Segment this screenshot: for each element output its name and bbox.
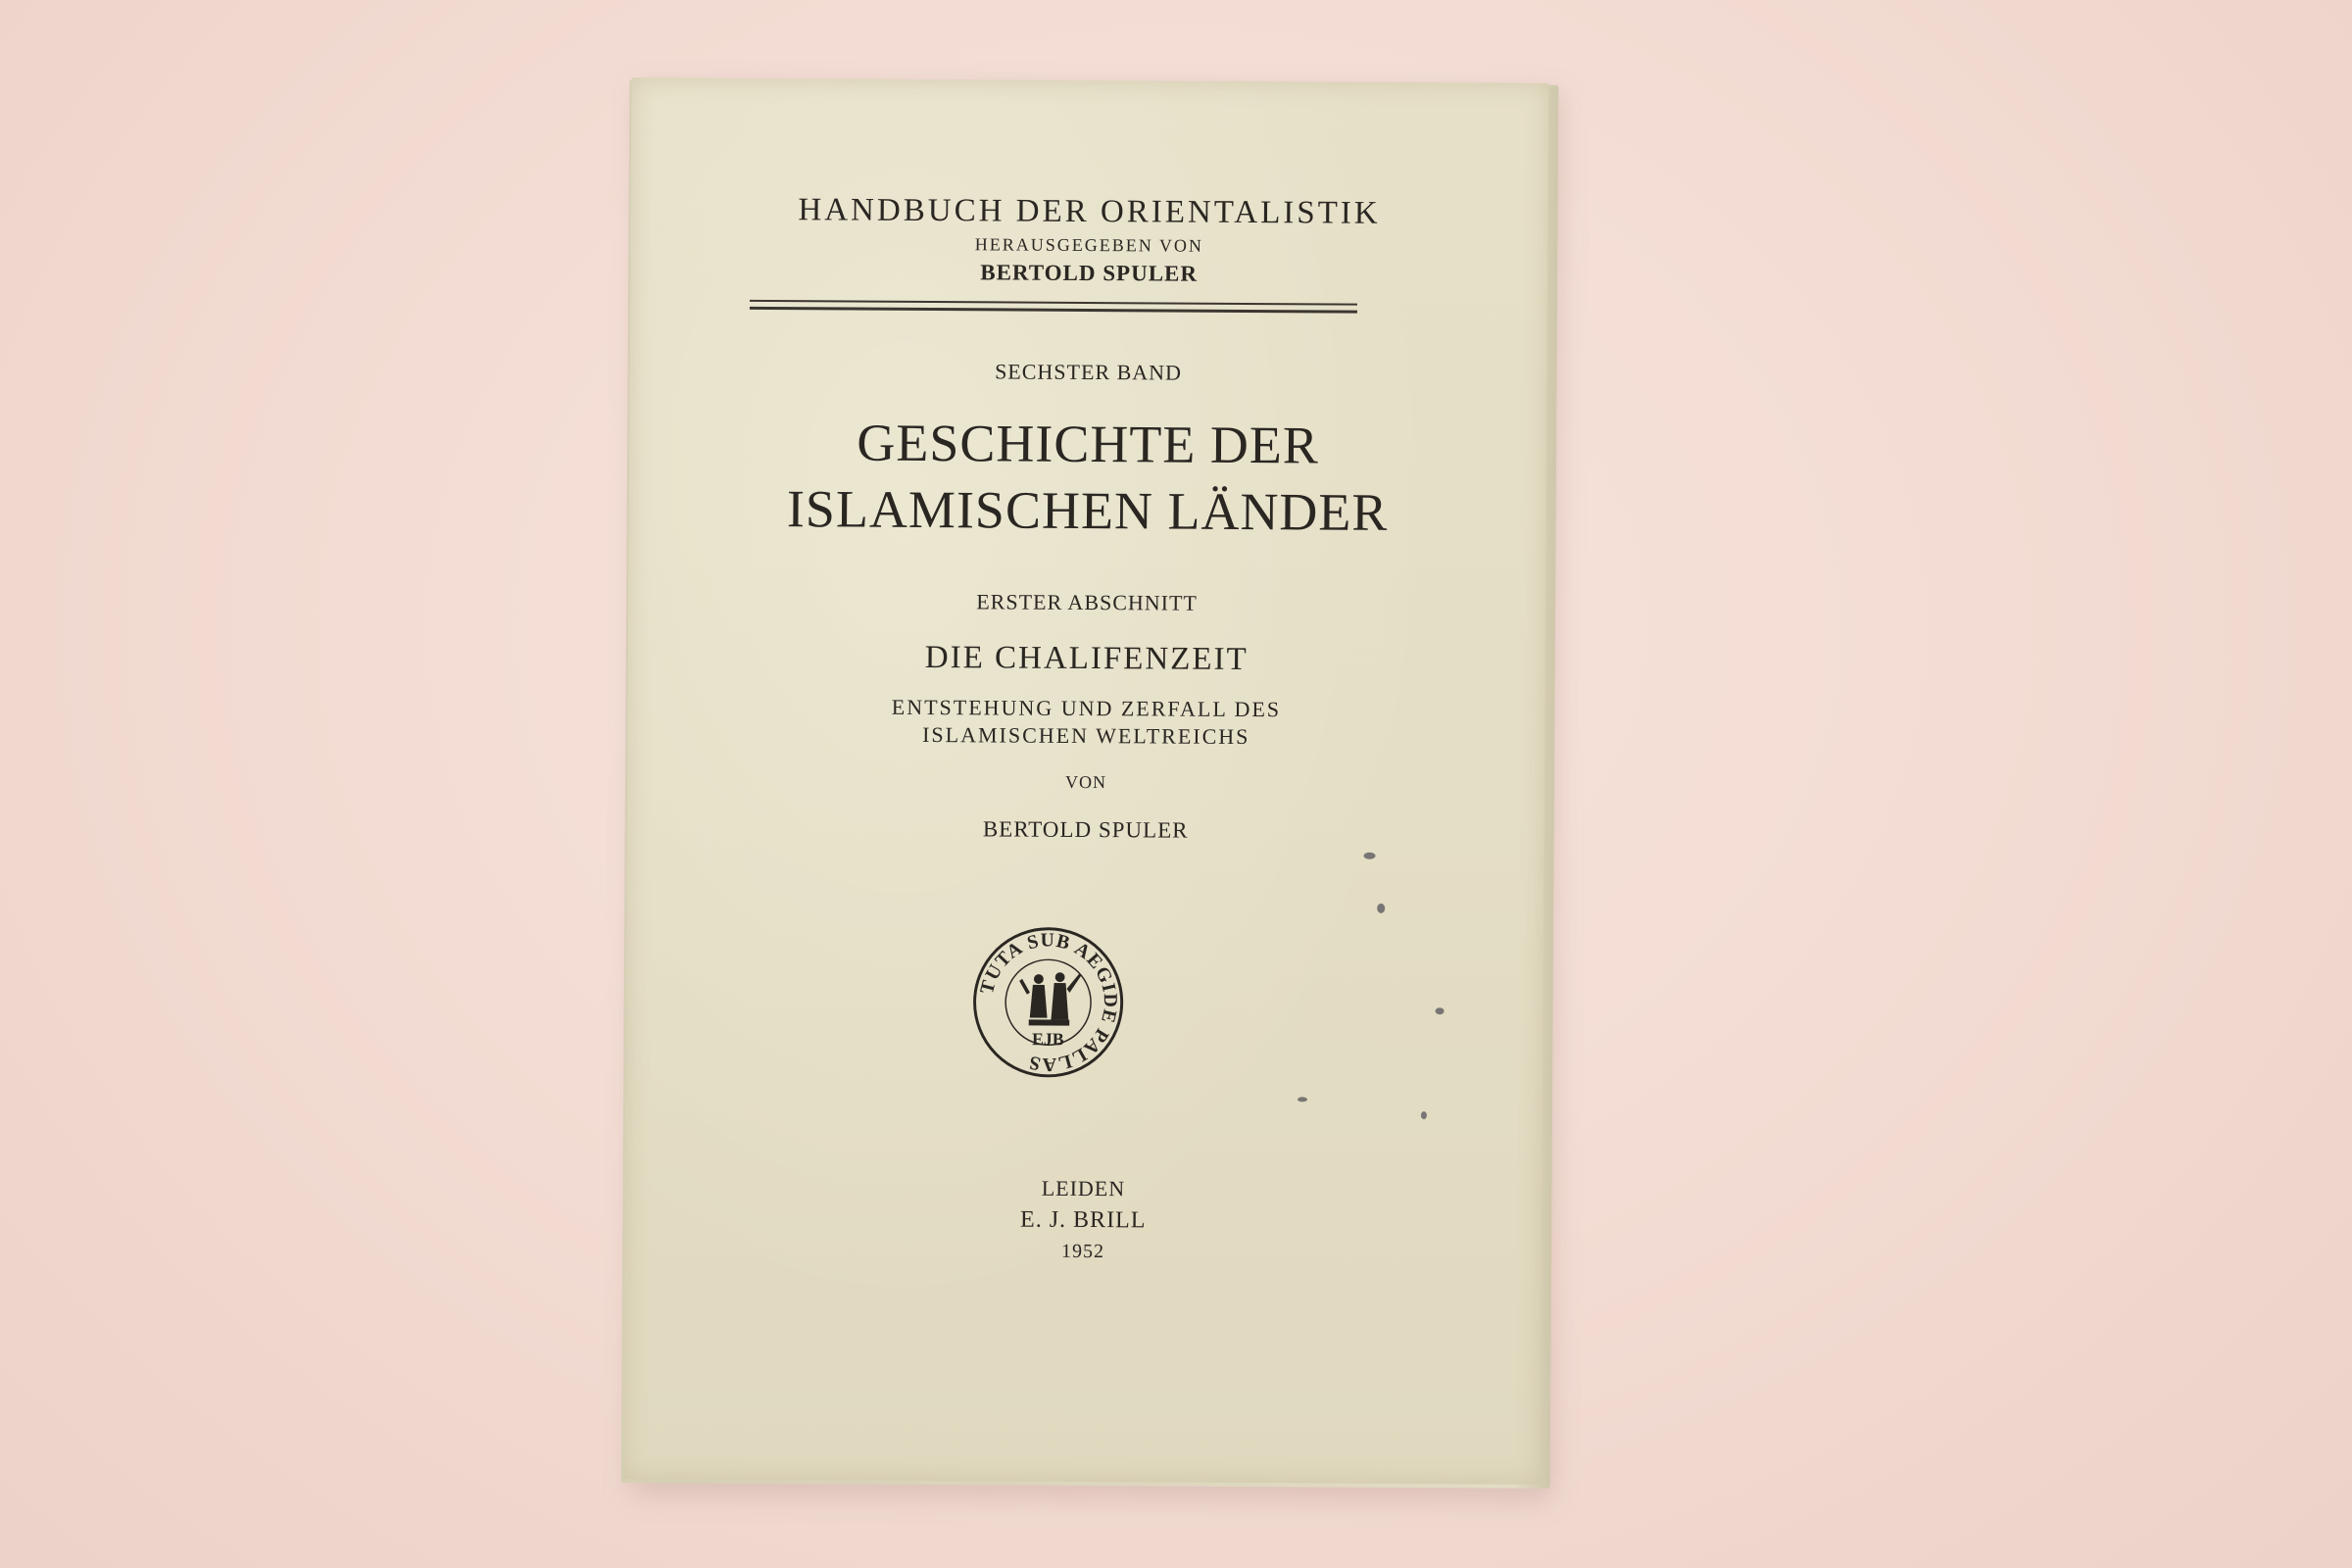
dust-speck	[1436, 1007, 1445, 1014]
series-editor-intro: HERAUSGEGEBEN VON	[974, 234, 1203, 256]
dust-speck	[1421, 1111, 1427, 1119]
publication-place: LEIDEN	[1041, 1175, 1126, 1201]
description-line-1: ENTSTEHUNG UND ZERFALL DES	[891, 694, 1282, 722]
seal-motto: TUTA SUB AEGIDE PALLAS	[975, 929, 1122, 1076]
seal-monogram: EJB	[1032, 1029, 1064, 1050]
volume-label: SECHSTER BAND	[995, 359, 1183, 385]
seal-figures	[1019, 972, 1082, 1026]
book-cover	[623, 77, 1549, 1485]
description-line-2: ISLAMISCHEN WELTREICHS	[922, 721, 1250, 750]
divider-rule-thick	[750, 307, 1357, 314]
series-editor: BERTOLD SPULER	[980, 260, 1199, 286]
book-title-line-1: GESCHICHTE DER	[857, 413, 1320, 475]
by-label: VON	[1064, 771, 1107, 793]
dust-speck	[1377, 904, 1385, 913]
publisher-name: E. J. BRILL	[1020, 1206, 1147, 1234]
dust-speck	[1364, 853, 1376, 859]
author-name: BERTOLD SPULER	[982, 816, 1189, 843]
publication-year: 1952	[1061, 1240, 1105, 1263]
book-subtitle: DIE CHALIFENZEIT	[924, 639, 1249, 678]
book-title-line-2: ISLAMISCHEN LÄNDER	[786, 479, 1389, 542]
divider-rule-thin	[750, 300, 1357, 306]
series-title: HANDBUCH DER ORIENTALISTIK	[798, 192, 1381, 231]
section-label: ERSTER ABSCHNITT	[976, 589, 1199, 615]
publisher-seal-icon	[970, 924, 1126, 1080]
dust-speck	[1298, 1097, 1307, 1102]
